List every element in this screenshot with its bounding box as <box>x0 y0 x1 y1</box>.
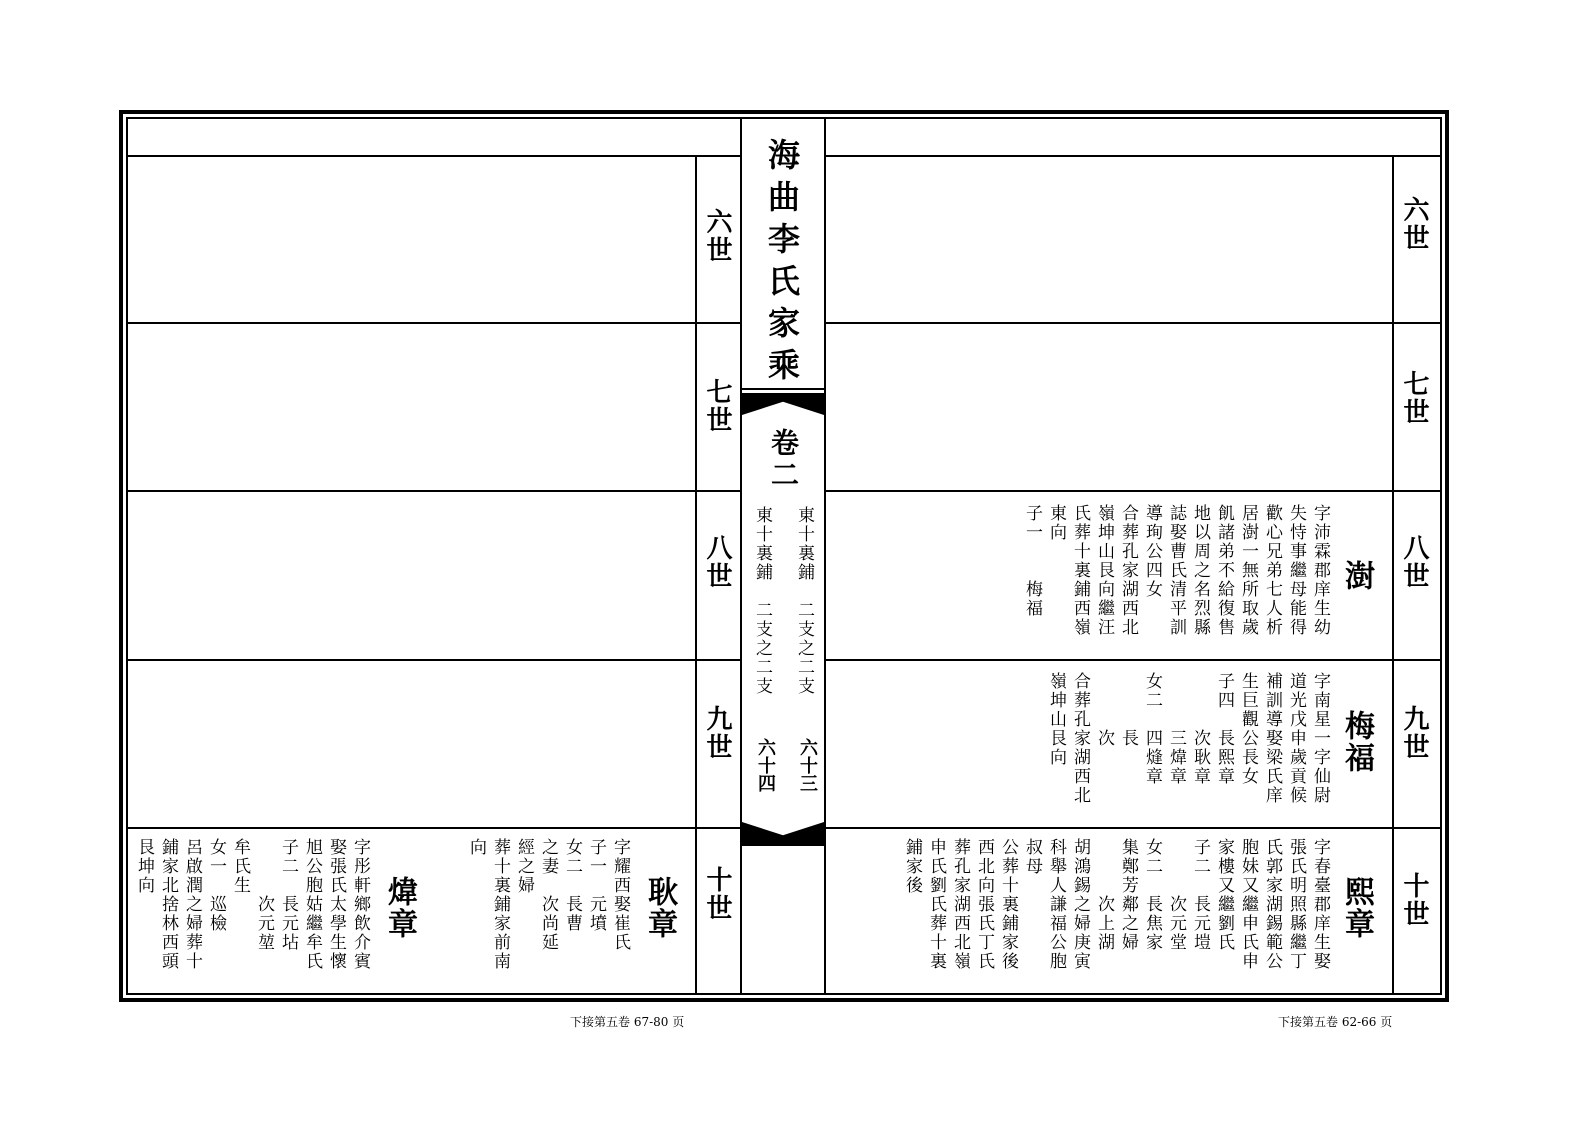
row-line-right-7 <box>826 490 1440 492</box>
bio-line: 飢諸弟不給復售 <box>1214 504 1234 637</box>
bio-line: 長 <box>1118 672 1138 748</box>
gen-label-right-8: 八世 <box>1399 534 1429 590</box>
person-name-gengzhang: 耿章 <box>642 876 677 940</box>
bio-line: 女一 巡檢 <box>206 838 226 933</box>
row-line-right-6 <box>826 322 1440 324</box>
bio-line: 艮坤向 <box>134 838 154 895</box>
bio-line: 西北向張氏丁氏 <box>974 838 994 971</box>
bio-line: 字沛霖郡庠生幼 <box>1310 504 1330 637</box>
bio-line: 補訓導娶梁氏庠 <box>1262 672 1282 805</box>
bio-line: 鋪家北捨林西頭 <box>158 838 178 971</box>
spine-title: 海曲李氏家乘 <box>763 138 801 390</box>
footer-right: 下接第五卷 62-66 页 <box>1278 1015 1393 1029</box>
bio-line: 子四 長熙章 <box>1214 672 1234 786</box>
spine-page-left: 六十四 <box>755 738 776 792</box>
row-line-left-8 <box>128 659 740 661</box>
bio-line: 歡心兄弟七人析 <box>1262 504 1282 637</box>
bio-line: 胞妹又繼申氏申 <box>1238 838 1258 971</box>
gen-label-left-7: 七世 <box>702 378 732 434</box>
row-line-right-top <box>826 155 1440 157</box>
spine-page-right: 六十三 <box>797 738 818 792</box>
bio-line: 次耿章 <box>1190 672 1210 786</box>
bio-line: 申氏劉氏葬十裏 <box>926 838 946 971</box>
person-name-xizhang: 熙章 <box>1339 876 1374 940</box>
bio-line: 地以周之名烈縣 <box>1190 504 1210 637</box>
bio-line: 子一 梅福 <box>1022 504 1042 618</box>
bio-line: 字耀西娶崔氏 <box>610 838 630 952</box>
bio-line: 叔母 <box>1022 838 1042 876</box>
bio-line: 嶺坤山艮向繼汪 <box>1094 504 1114 637</box>
bio-line: 子二 長元塏 <box>1190 838 1210 952</box>
bio-line: 葬孔家湖西北嶺 <box>950 838 970 971</box>
bio-line: 女二 四熢章 <box>1142 672 1162 786</box>
bio-line: 葬十裏鋪家前南 <box>490 838 510 971</box>
bio-weizhang <box>132 838 372 971</box>
bio-line: 張氏明照縣繼丁 <box>1286 838 1306 971</box>
bio-line: 字彤軒鄉飲介賓 <box>350 838 370 971</box>
bio-line: 鋪家後 <box>902 838 922 895</box>
bio-line: 居澍一無所取歲 <box>1238 504 1258 637</box>
bio-gengzhang <box>464 838 632 971</box>
gen-label-left-8: 八世 <box>702 534 732 590</box>
bio-line: 次元堂 <box>1166 838 1186 952</box>
bio-xizhang <box>900 838 1332 971</box>
bio-line: 集鄭芳鄰之婦 <box>1118 838 1138 952</box>
bio-line: 向 <box>466 838 486 857</box>
person-name-meifu: 梅福 <box>1339 710 1374 774</box>
bio-line: 次上湖 <box>1094 838 1114 952</box>
row-line-left-top <box>128 155 740 157</box>
gen-label-left-6: 六世 <box>702 208 732 264</box>
bio-line: 經之婦 <box>514 838 534 895</box>
bio-line: 字春臺郡庠生娶 <box>1310 838 1330 971</box>
bio-line: 三煒章 <box>1166 672 1186 786</box>
bio-line: 氏郭家湖錫範公 <box>1262 838 1282 971</box>
gen-label-right-6: 六世 <box>1399 196 1429 252</box>
bio-line: 生巨觀公長女 <box>1238 672 1258 786</box>
bio-line: 科舉人謙福公胞 <box>1046 838 1066 971</box>
bio-line: 之妻 次尚延 <box>538 838 558 952</box>
bio-line: 誌娶曹氏清平訓 <box>1166 504 1186 637</box>
spine-left-line <box>740 119 742 993</box>
bio-line: 失恃事繼母能得 <box>1286 504 1306 637</box>
gen-label-right-9: 九世 <box>1399 705 1429 761</box>
spine-right-line <box>824 119 826 993</box>
bio-line: 子一 元墳 <box>586 838 606 933</box>
right-gen-column-line <box>1392 155 1394 993</box>
bio-line: 子二 長元坫 <box>278 838 298 952</box>
bio-line: 次 <box>1094 672 1114 748</box>
bio-line: 道光戊申歲貢候 <box>1286 672 1306 805</box>
spine-volume: 卷二 <box>767 428 800 492</box>
spine-branch-left: 東十裏鋪 二支之二支 <box>752 506 772 696</box>
row-line-left-7 <box>128 490 740 492</box>
bio-line: 牟氏生 <box>230 838 250 895</box>
person-name-weizhang: 煒章 <box>382 876 417 940</box>
left-gen-column-line <box>695 155 697 993</box>
bio-line: 嶺坤山艮向 <box>1046 672 1066 767</box>
person-name-shu: 澍 <box>1339 560 1374 592</box>
bio-line: 胡鴻錫之婦庚寅 <box>1070 838 1090 971</box>
bio-line: 家樓又繼劉氏 <box>1214 838 1234 952</box>
bio-line: 合葬孔家湖西北 <box>1118 504 1138 637</box>
gen-label-right-7: 七世 <box>1399 370 1429 426</box>
row-line-left-9 <box>128 827 740 829</box>
gen-label-left-9: 九世 <box>702 705 732 761</box>
bio-line: 合葬孔家湖西北 <box>1070 672 1090 805</box>
bio-shu <box>1020 504 1332 637</box>
bio-line: 氏葬十裏鋪西嶺 <box>1070 504 1090 637</box>
bio-line: 呂啟潤之婦葬十 <box>182 838 202 971</box>
row-line-right-8 <box>826 659 1440 661</box>
bio-line: 女二 長曹 <box>562 838 582 933</box>
bio-meifu <box>1044 672 1332 805</box>
gen-label-right-10: 十世 <box>1399 872 1429 928</box>
bio-line: 東向 <box>1046 504 1066 542</box>
gen-label-left-10: 十世 <box>702 866 732 922</box>
row-line-right-9 <box>826 827 1440 829</box>
footer-left: 下接第五卷 67-80 页 <box>570 1015 685 1029</box>
bio-line: 字南星一字仙尉 <box>1310 672 1330 805</box>
bio-line: 旭公胞姑繼牟氏 <box>302 838 322 971</box>
spine-branch-right: 東十裏鋪 二支之二支 <box>794 506 814 696</box>
bio-line: 導珣公四女 <box>1142 504 1162 599</box>
bio-line: 女二 長焦家 <box>1142 838 1162 952</box>
bio-line: 娶張氏太學生懷 <box>326 838 346 971</box>
bio-line: 次元堃 <box>254 838 274 952</box>
bio-line: 公葬十裏鋪家後 <box>998 838 1018 971</box>
row-line-left-6 <box>128 322 740 324</box>
